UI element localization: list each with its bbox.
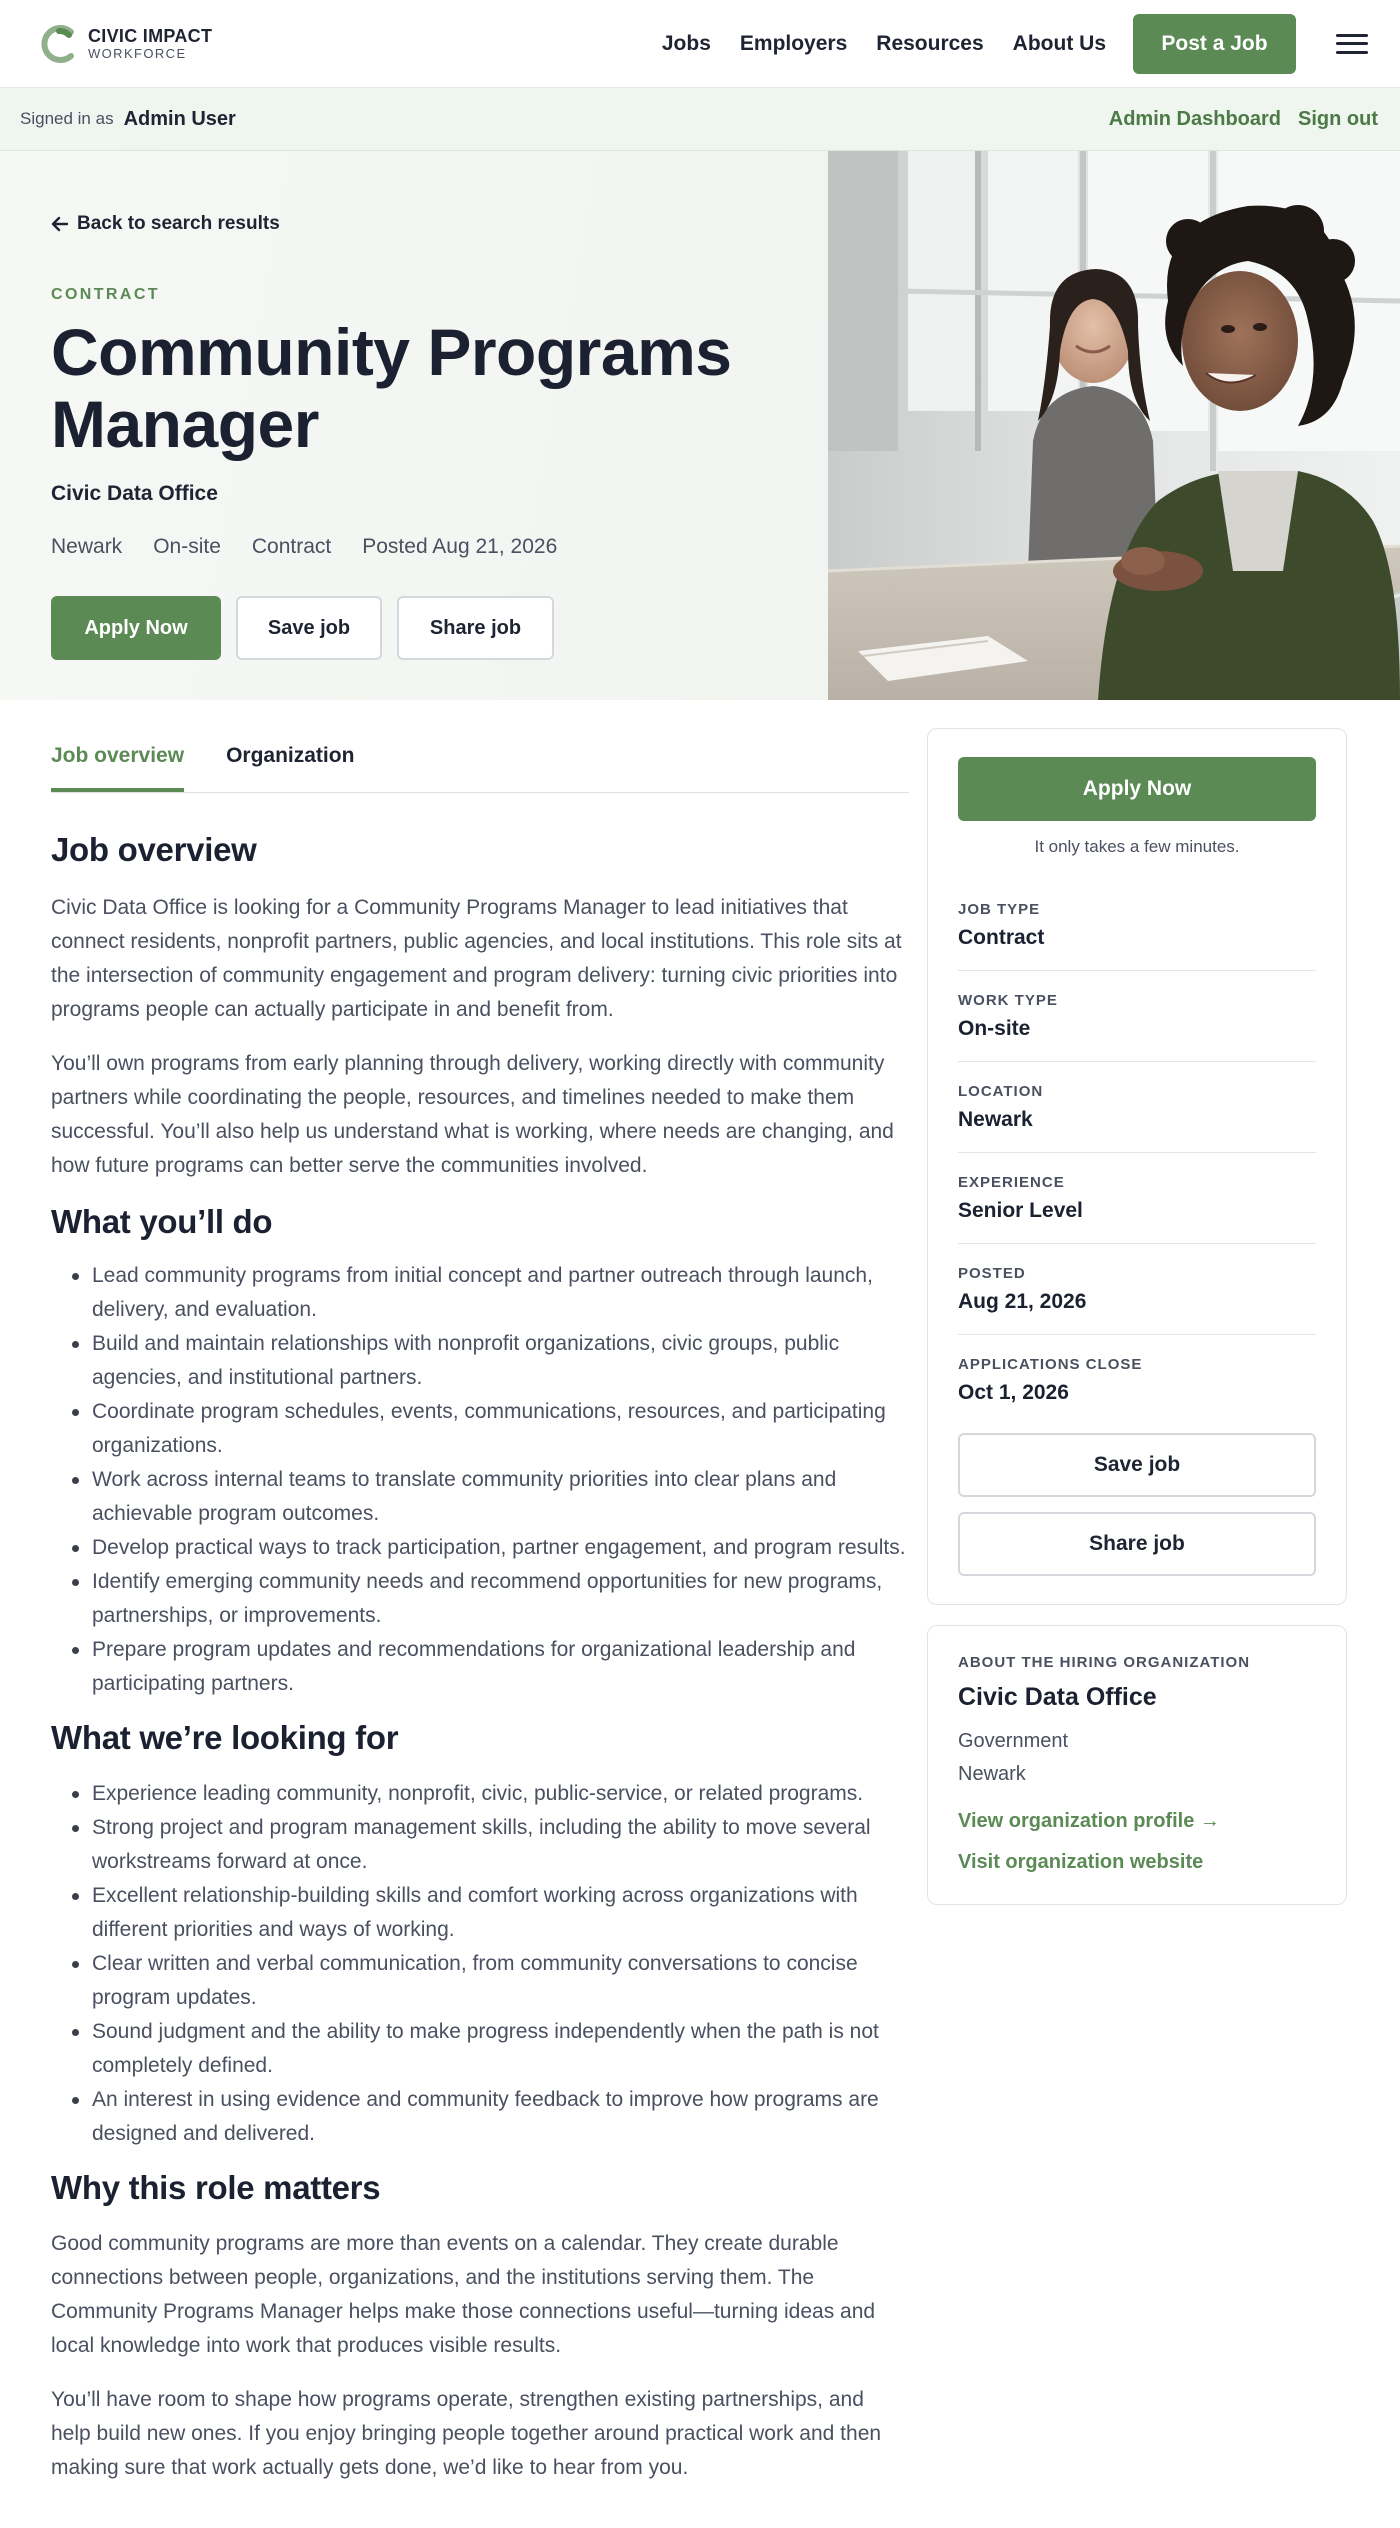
post-job-button[interactable]: Post a Job — [1133, 14, 1296, 74]
list-item: Sound judgment and the ability to make progress independently when the path is not completely defined. — [92, 2015, 909, 2083]
fact-experience — [958, 1153, 1316, 1244]
office-meeting-photo — [828, 151, 1400, 700]
main-nav — [662, 32, 1106, 56]
org-location: Newark — [958, 1763, 1026, 1785]
overview-paragraph: Civic Data Office is looking for a Community Programs Manager to lead initiatives that connect residents, nonprofit partners, public agencies, and local institutions. This role sits at the intersection of community engagement and program delivery: turning civic priorities into programs people can actually participate in and benefit from. — [51, 896, 902, 1021]
sidebar-save-job-button[interactable]: Save job — [958, 1433, 1316, 1497]
list-item: Experience leading community, nonprofit, civic, public-service, or related programs. — [92, 1777, 909, 1811]
brand-name: CIVIC IMPACT — [88, 26, 213, 46]
meta-location: Newark — [51, 535, 123, 558]
fact-applications-close — [958, 1335, 1316, 1425]
fact-label: JOB TYPE — [958, 901, 1041, 918]
fact-value: Oct 1, 2026 — [958, 1381, 1069, 1404]
org-card-label: ABOUT THE HIRING ORGANIZATION — [958, 1654, 1251, 1671]
apply-card — [927, 728, 1347, 1605]
sidebar-share-job-button[interactable]: Share job — [958, 1512, 1316, 1576]
top-navigation — [0, 0, 1400, 88]
signed-in-label: Signed in as — [20, 109, 114, 128]
list-item: Work across internal teams to translate community priorities into clear plans and achievable program outcomes. — [92, 1463, 909, 1531]
responsibilities-heading: What you’ll do — [51, 1203, 273, 1240]
apply-note: It only takes a few minutes. — [1034, 837, 1240, 856]
tab-job-overview[interactable]: Job overview — [51, 744, 184, 792]
meta-job-type: Contract — [251, 535, 332, 558]
hiring-organization-card — [927, 1625, 1347, 1905]
nav-about-link[interactable]: About Us — [1012, 31, 1106, 55]
fact-value: On-site — [958, 1017, 1031, 1040]
apply-now-button[interactable]: Apply Now — [51, 596, 221, 660]
meta-posted-date: Posted Aug 21, 2026 — [362, 535, 558, 558]
brand-logo[interactable] — [40, 23, 212, 65]
list-item: Develop practical ways to track participation, partner engagement, and program results. — [92, 1531, 909, 1565]
list-item: Build and maintain relationships with nonprofit organizations, civic groups, public agencies, and institutional partners. — [92, 1327, 909, 1395]
why-role-matters-section — [51, 2169, 909, 2485]
fact-value: Contract — [958, 926, 1045, 949]
signed-in-user: Admin User — [123, 107, 236, 130]
job-facts — [958, 880, 1316, 1425]
fact-value: Newark — [958, 1108, 1033, 1131]
list-item: Prepare program updates and recommendations for organizational leadership and participating partners. — [92, 1633, 909, 1701]
fact-location — [958, 1062, 1316, 1153]
fact-value: Aug 21, 2026 — [958, 1290, 1087, 1313]
fact-value: Senior Level — [958, 1199, 1083, 1222]
fact-label: LOCATION — [958, 1083, 1044, 1100]
why-role-matters-heading: Why this role matters — [51, 2169, 381, 2206]
overview-paragraph: You’ll own programs from early planning through delivery, working directly with community partners while coordinating the people, resources, and timelines needed to make them successful. You’ll also help us understand what is working, where needs are changing, and how future programs can better serve the communities involved. — [51, 1052, 894, 1177]
job-meta — [51, 535, 828, 559]
nav-resources-link[interactable]: Resources — [876, 31, 984, 55]
fact-label: APPLICATIONS CLOSE — [958, 1356, 1143, 1373]
nav-employers-link[interactable]: Employers — [739, 31, 848, 55]
hamburger-menu-icon[interactable] — [1336, 34, 1368, 54]
qualifications-heading: What we’re looking for — [51, 1719, 399, 1756]
fact-job-type — [958, 880, 1316, 971]
list-item: Identify emerging community needs and recommend opportunities for new programs, partnerships, or improvements. — [92, 1565, 909, 1633]
nav-jobs-link[interactable]: Jobs — [661, 31, 711, 55]
org-name: Civic Data Office — [958, 1683, 1157, 1711]
tab-organization[interactable]: Organization — [226, 744, 355, 767]
job-details — [51, 700, 909, 2485]
admin-bar — [0, 88, 1400, 151]
share-job-button[interactable]: Share job — [397, 596, 554, 660]
overview-heading: Job overview — [51, 831, 257, 868]
arrow-left-icon — [51, 215, 69, 233]
list-item: Excellent relationship-building skills and comfort working across organizations with different priorities and ways of working. — [92, 1879, 909, 1947]
sign-out-link[interactable]: Sign out — [1298, 107, 1378, 130]
list-item: Strong project and program management skills, including the ability to move several workstreams forward at once. — [92, 1811, 909, 1879]
job-sidebar — [927, 700, 1347, 2485]
save-job-button[interactable]: Save job — [236, 596, 382, 660]
list-item: Clear written and verbal communication, from community conversations to concise program updates. — [92, 1947, 909, 2015]
fact-posted — [958, 1244, 1316, 1335]
why-paragraph: You’ll have room to shape how programs operate, strengthen existing partnerships, and help build new ones. If you enjoy bringing people together around practical work and then making sure that work actually gets done, we’d like to hear from you. — [51, 2388, 882, 2479]
meta-work-type: On-site — [153, 535, 221, 558]
fact-label: POSTED — [958, 1265, 1026, 1282]
job-tabs — [51, 700, 909, 793]
fact-label: EXPERIENCE — [958, 1174, 1065, 1191]
list-item: Coordinate program schedules, events, communications, resources, and participating organizations. — [92, 1395, 909, 1463]
qualifications-section — [51, 1719, 909, 2151]
list-item: Lead community programs from initial concept and partner outreach through launch, delivery, and evaluation. — [92, 1259, 909, 1327]
sidebar-apply-now-button[interactable]: Apply Now — [958, 757, 1316, 821]
fact-label: WORK TYPE — [958, 992, 1058, 1009]
job-hero — [0, 151, 1400, 700]
hero-photo — [828, 151, 1400, 700]
visit-organization-website-link[interactable]: Visit organization website — [958, 1851, 1204, 1873]
job-type-tag: CONTRACT — [51, 286, 160, 303]
view-organization-profile-link[interactable]: View organization profile → — [958, 1810, 1220, 1832]
civic-impact-logo-icon — [40, 23, 78, 65]
responsibilities-section — [51, 1203, 909, 1701]
back-to-results-link[interactable] — [51, 213, 280, 235]
responsibilities-list — [51, 1259, 909, 1701]
hiring-organization: Civic Data Office — [51, 482, 218, 505]
back-link-label: Back to search results — [77, 213, 280, 234]
list-item: An interest in using evidence and community feedback to improve how programs are designed and delivered. — [92, 2083, 909, 2151]
admin-dashboard-link[interactable]: Admin Dashboard — [1108, 107, 1282, 130]
overview-section — [51, 831, 909, 1183]
fact-work-type — [958, 971, 1316, 1062]
brand-subtitle: WORKFORCE — [88, 46, 187, 61]
qualifications-list — [51, 1777, 909, 2151]
why-paragraph: Good community programs are more than events on a calendar. They create durable connections between people, organizations, and the institutions serving them. The Community Programs Manager helps make those connections useful—turning ideas and local knowledge into work that produces visible results. — [51, 2232, 876, 2357]
org-type: Government — [958, 1730, 1069, 1752]
job-title: Community Programs Manager — [51, 315, 732, 461]
